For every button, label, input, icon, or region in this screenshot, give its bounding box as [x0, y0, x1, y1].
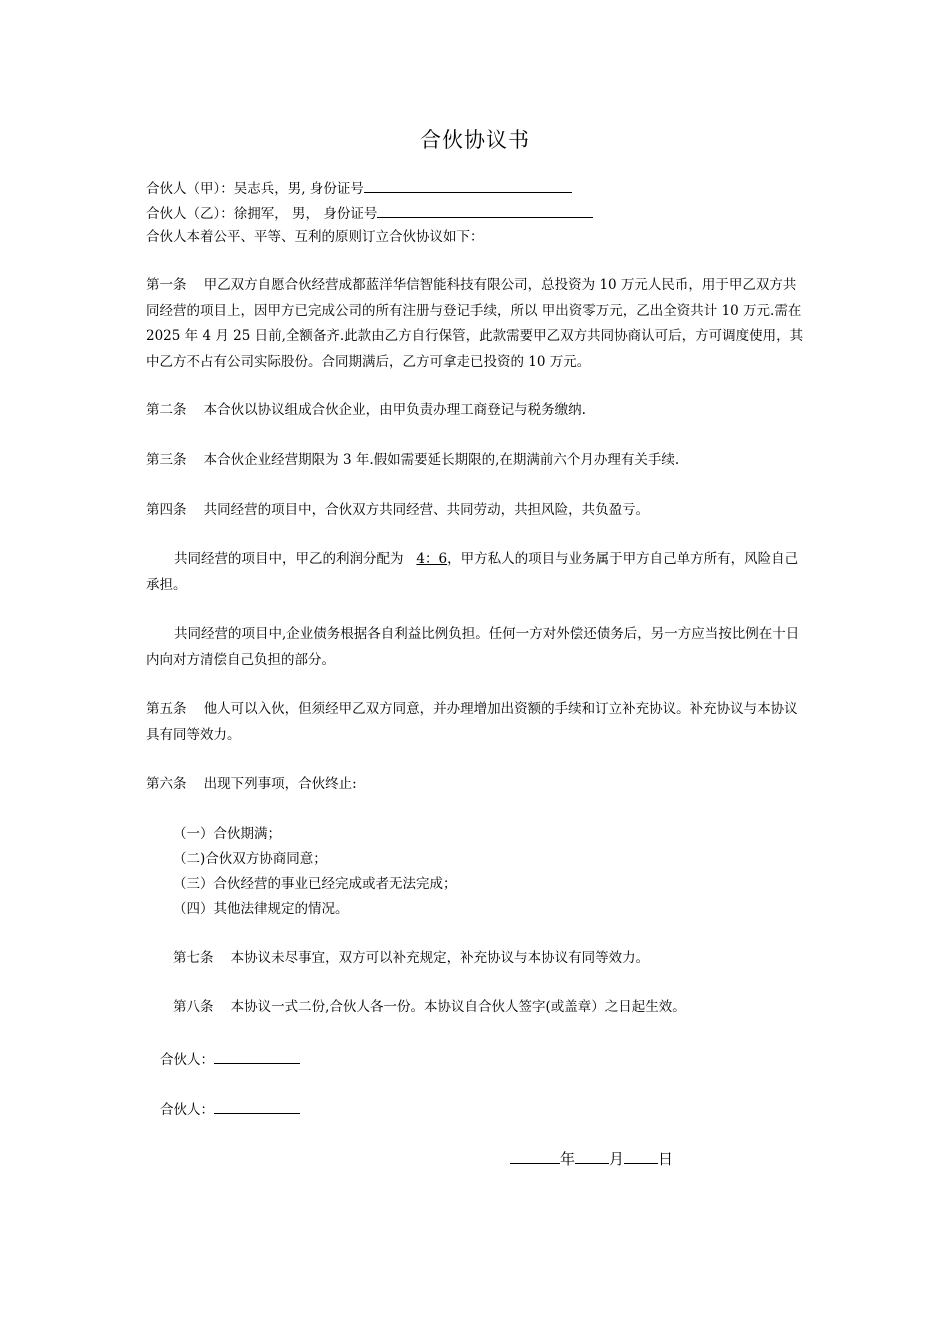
date-month-blank	[575, 1149, 609, 1164]
signature-label-1: 合伙人：	[160, 1052, 214, 1068]
article-6-item-1: （一）合伙期满；	[173, 826, 281, 842]
party-a-id-blank	[364, 178, 572, 193]
signature-label-2: 合伙人：	[160, 1102, 214, 1118]
article-4-heading: 第四条	[146, 502, 187, 518]
article-6-text: 出现下列事项，合伙终止:	[203, 776, 357, 792]
profit-suffix: ，甲方私人的项目与业务属于甲方自己单方所有，风险自己承担。	[146, 551, 799, 593]
document-title: 合伙协议书	[420, 128, 530, 152]
article-7-text: 本协议未尽事宜，双方可以补充规定，补充协议与本协议有同等效力。	[230, 950, 650, 966]
article-3	[146, 448, 806, 474]
date-year-label: 年	[560, 1150, 576, 1168]
article-3-text: 本合伙企业经营期限为 3 年.假如需要延长期限的,在期满前六个月办理有关手续.	[203, 452, 680, 468]
date-year-blank	[510, 1149, 560, 1164]
article-2-text: 本合伙以协议组成合伙企业，由甲负责办理工商登记与税务缴纳.	[203, 402, 586, 418]
article-4-profit	[146, 547, 806, 598]
article-8-heading: 第八条	[173, 999, 214, 1015]
date-day-label: 日	[658, 1150, 674, 1168]
article-5-text: 他人可以入伙，但须经甲乙双方同意，并办理增加出资额的手续和订立补充协议。补充协议与本协议具有同等效力。	[146, 701, 798, 743]
article-3-heading: 第三条	[146, 452, 187, 468]
article-6-item-2: （二)合伙双方协商同意；	[173, 851, 327, 867]
article-4-debt: 共同经营的项目中,企业债务根据各自利益比例负担。任何一方对外偿还债务后，另一方应当按比例在十日内向对方清偿自己负担的部分。	[146, 626, 800, 668]
article-8-text: 本协议一式二份,合伙人各一份。本协议自合伙人签字(或盖章）之日起生效。	[230, 999, 686, 1015]
party-b-id-blank	[377, 203, 593, 218]
signature-line-2	[160, 1098, 300, 1118]
intro-text: 合伙人本着公平、平等、互利的原则订立合伙协议如下：	[146, 229, 484, 245]
signature-line-1	[160, 1048, 300, 1068]
article-4-text: 共同经营的项目中，合伙双方共同经营、共同劳动，共担风险，共负盈亏。	[203, 502, 650, 518]
article-5	[146, 697, 806, 748]
party-a-line	[146, 178, 572, 198]
signature-blank-2	[214, 1099, 300, 1114]
article-1	[146, 273, 806, 375]
article-6-item-4: （四）其他法律规定的情况。	[173, 901, 349, 917]
date-line	[510, 1148, 673, 1169]
party-a-label: 合伙人（甲）：吴志兵，男, 身份证号	[146, 181, 364, 197]
article-2-heading: 第二条	[146, 402, 187, 418]
signature-blank-1	[214, 1049, 300, 1064]
article-1-text: 甲乙双方自愿合伙经营成都蓝洋华信智能科技有限公司，总投资为 10 万元人民币，用于甲乙双方共同经营的项目上，因甲方已完成公司的所有注册与登记手续，所以 甲出资零万元，乙出全资共计 10 万元.需在 2025 年 4 月 25 日前,全额备齐.此款由乙方自行保管，此款需要甲乙双方共同协商认可后，方可调度使用，其中乙方不占有公司实际股份。合同期满后，乙方可拿走已投资的 10 万元。	[146, 277, 804, 370]
date-month-label: 月	[609, 1150, 625, 1168]
article-5-heading: 第五条	[146, 701, 187, 717]
article-7-heading: 第七条	[173, 950, 214, 966]
article-7	[173, 949, 649, 967]
article-2	[146, 398, 806, 424]
article-6-heading: 第六条	[146, 776, 187, 792]
profit-prefix: 共同经营的项目中，甲乙的利润分配为	[174, 551, 408, 567]
party-b-line	[146, 203, 593, 223]
article-6-item-3: （三）合伙经营的事业已经完成或者无法完成；	[173, 876, 457, 892]
date-day-blank	[624, 1149, 658, 1164]
party-b-label: 合伙人（乙）：徐拥军， 男， 身份证号	[146, 206, 378, 222]
article-1-heading: 第一条	[146, 277, 187, 293]
article-6	[146, 772, 806, 798]
article-8	[173, 998, 686, 1016]
article-4	[146, 498, 806, 524]
profit-ratio: 4：6	[416, 551, 448, 567]
